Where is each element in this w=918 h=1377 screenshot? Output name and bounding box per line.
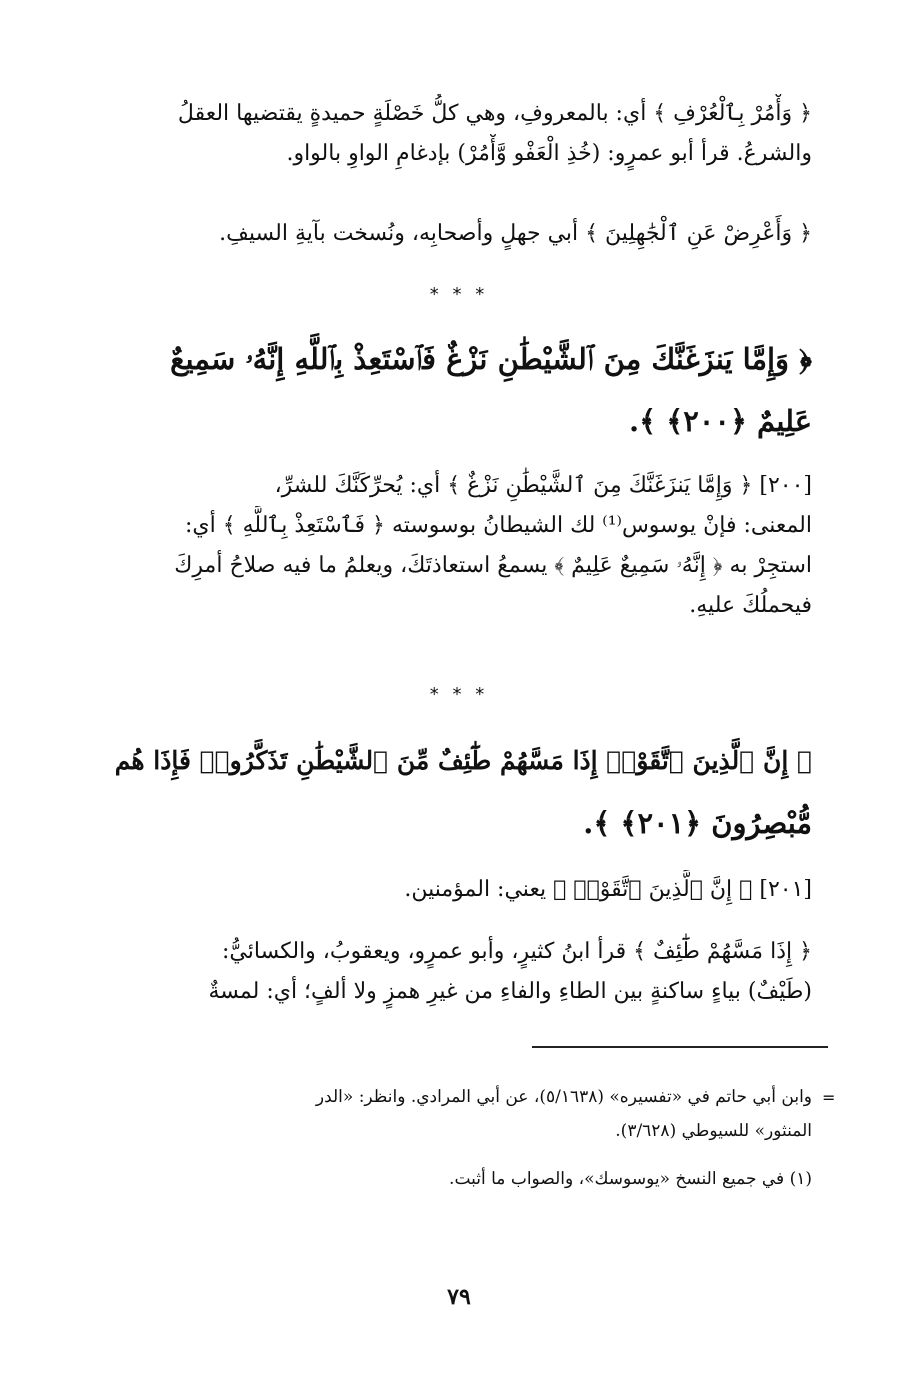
footnote-1 [108, 1162, 812, 1196]
commentary-201 [108, 870, 812, 910]
verse-line: ﴿ إِنَّ ٱلَّذِينَ ٱتَّقَوْا۟ إِذَا مَسَّهُمْ طَٰٓئِفٌ مِّنَ ٱلشَّيْطَٰنِ تَذَكَّرُوا۟ فَإِذَا هُم [114, 746, 812, 775]
text-line: والشرعُ. قرأ أبو عمرٍو: (خُذِ الْعَفْو وَّأْمُرْ) بإدغامِ الواوِ بالواو. [286, 141, 812, 166]
footnote-continuation-mark: = [822, 1088, 836, 1107]
footnote-continuation [108, 1080, 812, 1148]
text-line: ﴿ وَأْمُرْ بِٱلْعُرْفِ ﴾ أي: بالمعروفِ، وهي كلُّ خَصْلَةٍ حميدةٍ يقتضيها العقلُ [177, 101, 812, 126]
page-number: ٧٩ [447, 1284, 471, 1310]
paragraph-turn-away [108, 214, 812, 254]
footnote-divider [532, 1046, 828, 1048]
text-line: المعنى: فإنْ يوسوس⁽¹⁾ لك الشيطانُ بوسوسته ﴿ فَٱسْتَعِذْ بِٱللَّهِ ﴾ أي: [185, 513, 812, 538]
verse-line: مُّبْصِرُونَ ﴿٢٠١﴾ ﴾. [583, 806, 812, 840]
footnote-line: (١) في جميع النسخ «يوسوسك»، والصواب ما أثبت. [449, 1169, 812, 1189]
footnote-line: المنثور» للسيوطي (٣/٦٢٨). [615, 1121, 812, 1141]
verse-200 [108, 328, 812, 452]
verse-201 [108, 730, 812, 854]
section-separator: * * * [429, 684, 489, 705]
paragraph-readings [108, 932, 812, 1012]
text-line: (طَيْفٌ) بياءٍ ساكنةٍ بين الطاءِ والفاءِ من غيرِ همزٍ ولا ألفٍ؛ أي: لمسةٌ [208, 979, 812, 1004]
text-line: ﴿ وَأَعْرِضْ عَنِ ٱلْجَٰهِلِينَ ﴾ أبي جهلٍ وأصحابِه، ونُسخت بآيةِ السيفِ. [219, 221, 812, 246]
footnote-line: وابن أبي حاتم في «تفسيره» (٥/١٦٣٨)، عن أبي المرادي. وانظر: «الدر [315, 1087, 812, 1107]
text-line: [٢٠١] ﴿ إِنَّ ٱلَّذِينَ ٱتَّقَوْا۟ ﴾ يعني: المؤمنين. [404, 877, 812, 902]
verse-line: ﴿ وَإِمَّا يَنزَغَنَّكَ مِنَ ٱلشَّيْطَٰنِ نَزْغٌ فَٱسْتَعِذْ بِٱللَّهِ إِنَّهُۥ سَمِيعٌ [170, 342, 812, 376]
text-line: ﴿ إِذَا مَسَّهُمْ طَٰٓئِفٌ ﴾ قرأ ابنُ كثيرٍ، وأبو عمرٍو، ويعقوبُ، والكسائيُّ: [222, 939, 812, 964]
section-separator: * * * [429, 284, 489, 305]
verse-line: عَلِيمٌ ﴿٢٠٠﴾ ﴾. [629, 404, 812, 438]
text-line: [٢٠٠] ﴿ وَإِمَّا يَنزَغَنَّكَ مِنَ ٱلشَّيْطَٰنِ نَزْغٌ ﴾ أي: يُحرِّكَنَّكَ للشرِّ، [274, 473, 812, 498]
paragraph-command-good [108, 94, 812, 174]
commentary-200 [108, 466, 812, 626]
text-line: استجِرْ به ﴿ إِنَّهُۥ سَمِيعٌ عَلِيمٌ ﴾ يسمعُ استعاذتَكَ، ويعلمُ ما فيه صلاحُ أمرِكَ [174, 553, 812, 578]
text-line: فيحملُكَ عليهِ. [689, 593, 812, 618]
